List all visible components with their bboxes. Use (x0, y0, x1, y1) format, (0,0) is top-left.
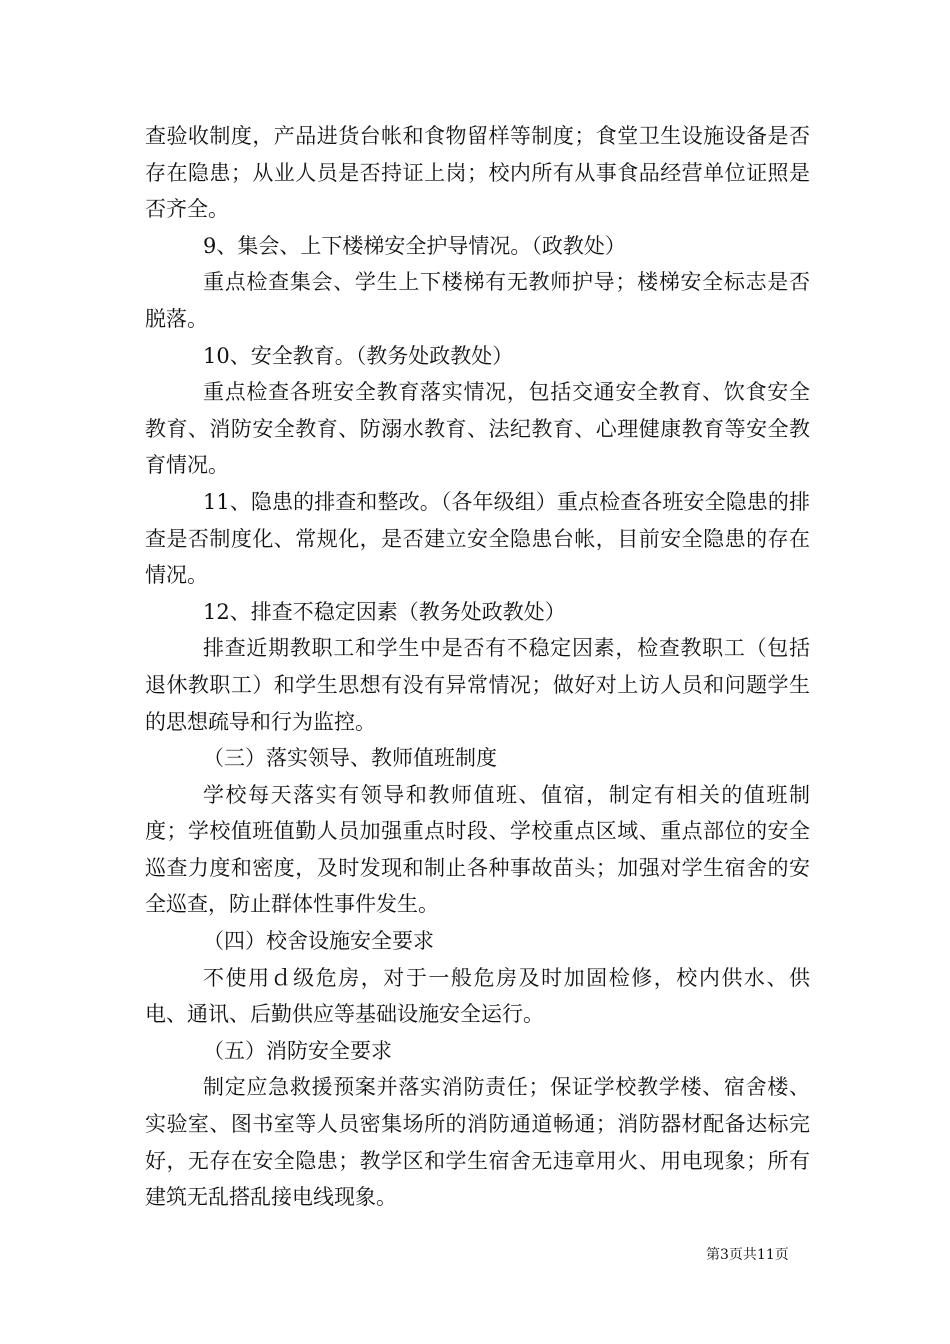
paragraph-10: 学校每天落实有领导和教师值班、值宿，制定有相关的值班制度；学校值班值勤人员加强重点时段、学校重点区域、重点部位的安全巡查力度和密度，及时发现和制止各种事故苗头；加强对学生宿舍的安全巡查，防止群体性事件发生。 (145, 782, 810, 917)
paragraph-4: 10、安全教育。（教务处政教处） (203, 343, 514, 368)
paragraph-12: 不使用ｄ级危房，对于一般危房及时加固检修，校内供水、供电、通讯、后勤供应等基础设施安全运行。 (145, 965, 810, 1027)
paragraph-11: （四）校舍设施安全要求 (203, 929, 434, 954)
paragraph-9: （三）落实领导、教师值班制度 (203, 746, 497, 771)
paragraph-1: 查验收制度，产品进货台帐和食物留样等制度；食堂卫生设施设备是否存在隐患；从业人员是否持证上岗；校内所有从事食品经营单位证照是否齐全。 (145, 124, 810, 222)
paragraph-6: 11、隐患的排查和整改。（各年级组）重点检查各班安全隐患的排查是否制度化、常规化，是否建立安全隐患台帐，目前安全隐患的存在情况。 (145, 489, 810, 588)
paragraph-13: （五）消防安全要求 (203, 1038, 392, 1063)
paragraph-14: 制定应急救援预案并落实消防责任；保证学校教学楼、宿舍楼、实验室、图书室等人员密集场所的消防通道畅通；消防器材配备达标完好，无存在安全隐患；教学区和学生宿舍无违章用火、用电现象；所有建筑无乱搭乱接电线现象。 (145, 1075, 810, 1210)
paragraph-7: 12、排查不稳定因素（教务处政教处） (203, 599, 566, 624)
paragraph-2: 9、集会、上下楼梯安全护导情况。（政教处） (203, 233, 626, 258)
page-number-footer: 第3页共11页 (706, 1247, 789, 1263)
paragraph-8: 排查近期教职工和学生中是否有不稳定因素，检查教职工（包括退休教职工）和学生思想有没有异常情况；做好对上访人员和问题学生的思想疏导和行为监控。 (145, 636, 810, 734)
paragraph-5: 重点检查各班安全教育落实情况，包括交通安全教育、饮食安全教育、消防安全教育、防溺水教育、法纪教育、心理健康教育等安全教育情况。 (145, 380, 810, 478)
paragraph-3: 重点检查集会、学生上下楼梯有无教师护导；楼梯安全标志是否脱落。 (145, 270, 810, 331)
document-body (145, 118, 810, 1216)
